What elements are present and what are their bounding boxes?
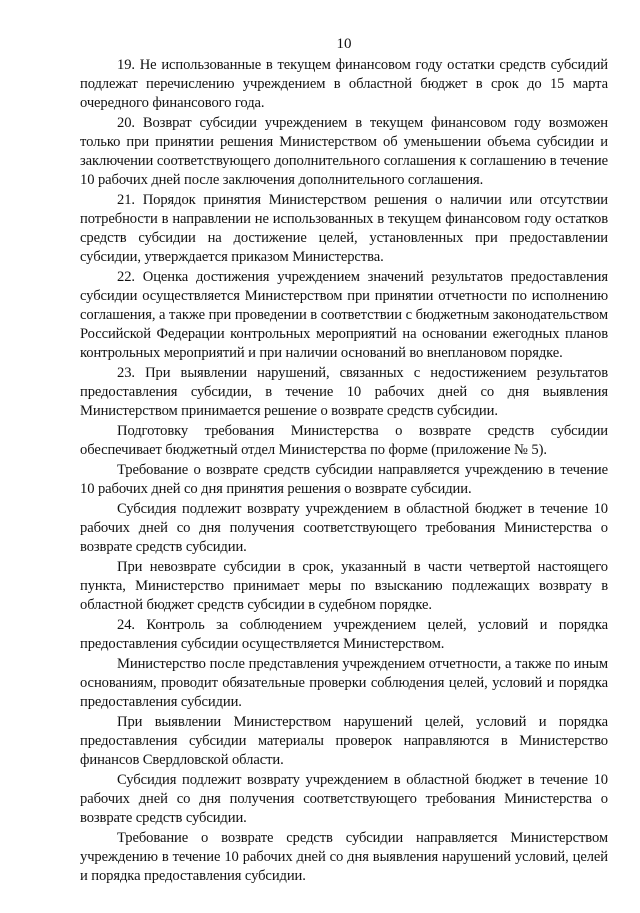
paragraph-21: 21. Порядок принятия Министерством решения о наличии или отсутствии потребности в направлении не использованных в текущем финансовом году остатков средств субсидии на достижение целей, установленных при предоставлении субсидии, утверждается приказом Министерства. (80, 192, 608, 265)
paragraph-23-requirement: Требование о возврате средств субсидии направляется учреждению в течение 10 рабочих дней со дня принятия решения о возврате субсидии. (80, 462, 608, 497)
paragraph-24-refund: Субсидия подлежит возврату учреждением в областной бюджет в течение 10 рабочих дней со дня получения соответствующего требования Министерства о возврате средств субсидии. (80, 772, 608, 826)
page-number: 10 (336, 36, 352, 52)
paragraph-23-refund: Субсидия подлежит возврату учреждением в областной бюджет в течение 10 рабочих дней со дня получения соответствующего требования Министерства о возврате средств субсидии. (80, 501, 608, 555)
paragraph-20: 20. Возврат субсидии учреждением в текущем финансовом году возможен только при принятии решения Министерством об уменьшении объема субсидии и заключении соответствующего дополнительного соглашения к соглашению в течение 10 рабочих дней после заключения дополнительного соглашения. (80, 115, 608, 188)
paragraph-24: 24. Контроль за соблюдением учреждением целей, условий и порядка предоставления субсидии осуществляется Министерством. (80, 617, 608, 652)
paragraph-19: 19. Не использованные в текущем финансовом году остатки средств субсидий подлежат перечислению учреждением в областной бюджет в срок до 15 марта очередного финансового года. (80, 57, 608, 111)
paragraph-23-preparation: Подготовку требования Министерства о возврате средств субсидии обеспечивает бюджетный отдел Министерства по форме (приложение № 5). (80, 423, 608, 458)
paragraph-24-violations: При выявлении Министерством нарушений целей, условий и порядка предоставления субсидии материалы проверок направляются в Министерство финансов Свердловской области. (80, 714, 608, 768)
paragraph-24-requirement: Требование о возврате средств субсидии направляется Министерством учреждению в течение 10 рабочих дней со дня выявления нарушений условий, целей и порядка предоставления субсидии. (80, 830, 608, 884)
document-page (80, 34, 608, 886)
paragraph-22: 22. Оценка достижения учреждением значений результатов предоставления субсидии осуществляется Министерством при принятии отчетности по исполнению соглашения, а также при проведении в соответствии с бюджетным законодательством Российской Федерации контрольных мероприятий на основании ежегодных планов контрольных мероприятий и при наличии оснований во внеплановом порядке. (80, 269, 608, 361)
paragraph-23-court: При невозврате субсидии в срок, указанный в части четвертой настоящего пункта, Министерство принимает меры по взысканию подлежащих возврату в областной бюджет средств субсидии в судебном порядке. (80, 559, 608, 613)
paragraph-24-inspections: Министерство после представления учреждением отчетности, а также по иным основаниям, проводит обязательные проверки соблюдения целей, условий и порядка предоставления субсидии. (80, 656, 608, 710)
paragraph-23: 23. При выявлении нарушений, связанных с недостижением результатов предоставления субсидии, в течение 10 рабочих дней со дня выявления Министерством принимается решение о возврате средств субсидии. (80, 365, 608, 419)
